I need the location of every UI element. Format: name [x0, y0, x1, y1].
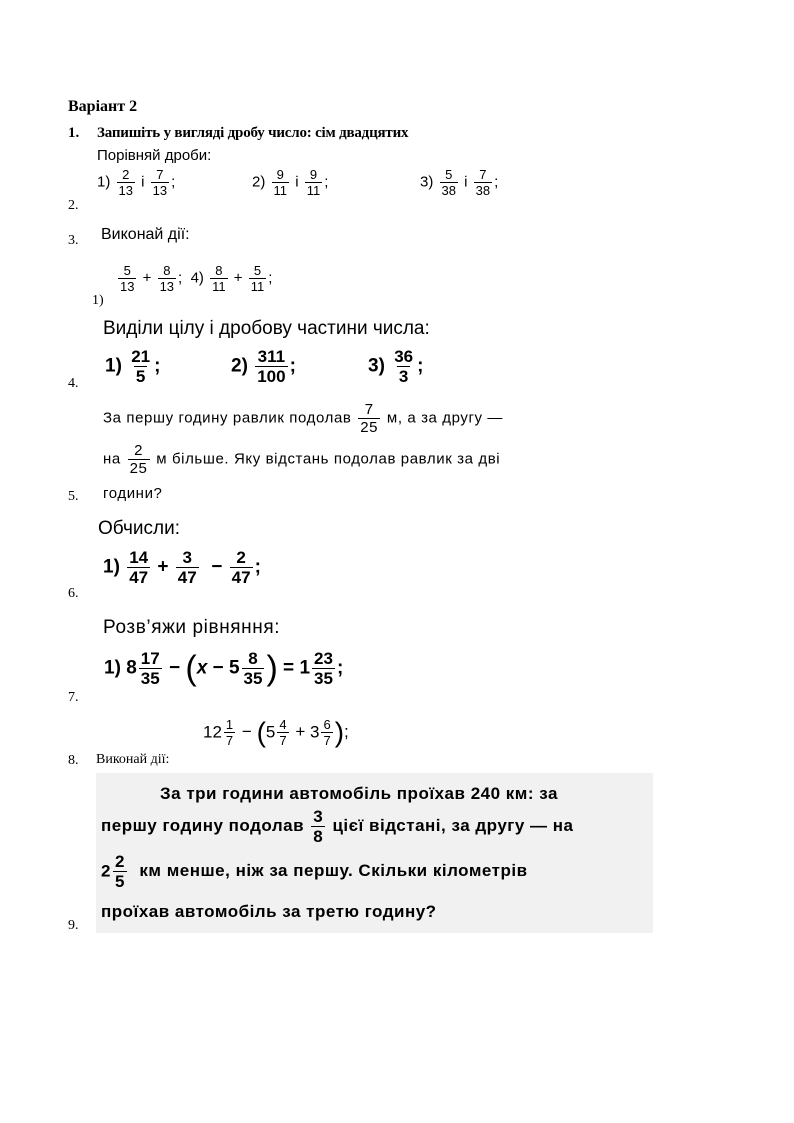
text: м, а за другу — [386, 409, 504, 427]
q1-number: 1. [68, 125, 80, 141]
item-label: 1) [105, 355, 122, 377]
q5-line-3: години? [103, 485, 163, 502]
operator: − [212, 657, 224, 679]
operator: + [142, 269, 152, 287]
fraction: $\frac{8}{35}$ [243, 649, 263, 688]
q7-number: 7. [68, 690, 79, 705]
fraction: $\frac{8}{13}$ [159, 263, 175, 294]
fraction: $\frac{7}{13}$ [152, 167, 168, 198]
fraction: $\frac{5}{13}$ [120, 263, 135, 294]
item-label: 4) [190, 269, 204, 287]
operator: + [233, 269, 243, 287]
separator: і [464, 173, 468, 191]
q2-number: 2. [68, 198, 79, 213]
fraction: $\frac{2}{13}$ [118, 167, 133, 198]
q2-item-2: 2) $\frac{9}{11}$ і $\frac{9}{11}$ ; [252, 167, 329, 198]
item-label: 2) [231, 355, 248, 377]
q4-item-3: 3) $\frac{36}{3}$ ; [368, 347, 424, 386]
q3-number: 3. [68, 233, 79, 248]
q5-number: 5. [68, 489, 79, 504]
separator: і [295, 173, 299, 191]
left-paren: ( [185, 649, 197, 688]
fraction: $\frac{7}{38}$ [475, 167, 491, 198]
operator: + [157, 556, 169, 578]
left-paren: ( [256, 716, 266, 748]
q3-instruction: Виконай дії: [101, 226, 190, 243]
item-label: 1) [103, 556, 120, 578]
q7-equation: 1) 8 $\frac{17}{35}$ − (x − 5 $\frac{8}{35}$ ) = 1 $\frac{23}{35}$ ; [104, 649, 344, 688]
q2-item-3: 3) $\frac{5}{38}$ і $\frac{7}{38}$ ; [420, 167, 499, 198]
fraction: $\frac{5}{38}$ [441, 167, 456, 198]
text: цієї відстані, за другу — на [332, 815, 574, 835]
q4-instruction: Виділи цілу і дробову частини числа: [103, 318, 430, 339]
q7-instruction: Розв’яжи рівняння: [103, 617, 281, 638]
operator: − [211, 556, 223, 578]
q9-line-1: За три години автомобіль проїхав 240 км: за [160, 784, 558, 803]
q8-expression: 12 $\frac{1}{7}$ − (5 $\frac{4}{7}$ + 3 $\frac{6}{7}$ ); [203, 716, 349, 748]
item-label: 2) [252, 173, 266, 191]
q3-expression-1: $\frac{5}{13}$ + $\frac{8}{13}$ ; 4) $\frac{8}{11}$ + $\frac{5}{11}$ ; [120, 263, 273, 294]
operator: − [241, 721, 252, 741]
q9-line-2 [101, 808, 573, 845]
q8-number: 8. [68, 753, 79, 768]
fraction: $\frac{2}{25}$ [129, 442, 148, 477]
text: м більше. Яку відстань подолав равлик за дві [156, 450, 501, 468]
q9-number: 9. [68, 918, 79, 933]
item-label: 1) [104, 657, 121, 679]
fraction: $\frac{311}{100}$ [257, 347, 286, 386]
text: За першу годину равлик подолав [103, 409, 352, 427]
text: першу годину подолав [101, 815, 305, 835]
item-label: 3) [420, 173, 434, 191]
fraction: $\frac{2}{5}$ [114, 852, 125, 891]
q6-number: 6. [68, 586, 79, 601]
fraction: $\frac{3}{8}$ [313, 807, 324, 846]
fraction: $\frac{36}{3}$ [394, 347, 414, 386]
separator: і [141, 173, 145, 191]
fraction: $\frac{9}{11}$ [273, 167, 288, 198]
right-paren: ) [266, 649, 278, 688]
variant-title: Варіант 2 [68, 98, 138, 115]
q5-line-1 [103, 402, 503, 435]
fraction: $\frac{14}{47}$ [129, 548, 149, 587]
q9-line-3: 2 $\frac{2}{5}$ км менше, ніж за першу. Скільки кілометрів [101, 852, 528, 891]
item-label: 3) [368, 355, 385, 377]
q4-item-1: 1) $\frac{21}{5}$ ; [105, 347, 161, 386]
fraction: $\frac{4}{7}$ [279, 717, 287, 748]
fraction: $\frac{2}{47}$ [231, 548, 251, 587]
item-label: 1) [97, 173, 111, 191]
fraction: $\frac{1}{7}$ [225, 717, 234, 748]
q1-text: Запишіть у вигляді дробу число: сім двадцятих [97, 125, 409, 141]
fraction: $\frac{21}{5}$ [131, 347, 151, 386]
q9-line-4: проїхав автомобіль за третю годину? [101, 902, 437, 921]
q4-number: 4. [68, 376, 79, 391]
operator: + [295, 721, 306, 741]
fraction: $\frac{7}{25}$ [360, 401, 379, 436]
fraction: $\frac{6}{7}$ [323, 717, 331, 748]
fraction: $\frac{9}{11}$ [306, 167, 321, 198]
q4-item-2: 2) $\frac{311}{100}$ ; [231, 347, 296, 386]
operator: − [168, 657, 181, 679]
q2-instruction: Порівняй дроби: [97, 147, 212, 164]
q8-instruction: Виконай дії: [96, 752, 170, 767]
q5-line-2 [103, 443, 500, 476]
q3-label-1: 1) [92, 293, 104, 308]
fraction: $\frac{17}{35}$ [140, 649, 160, 688]
operator: = [283, 657, 295, 679]
fraction: $\frac{8}{11}$ [212, 263, 226, 294]
text: на [103, 450, 121, 468]
text: км менше, ніж за першу. Скільки кілометрів [139, 860, 528, 880]
q6-expression: 1) $\frac{14}{47}$ + $\frac{3}{47}$ − $\frac{2}{47}$ ; [103, 548, 261, 587]
fraction: $\frac{23}{35}$ [314, 649, 333, 688]
fraction: $\frac{5}{11}$ [250, 263, 265, 294]
q6-instruction: Обчисли: [98, 518, 181, 539]
fraction: $\frac{3}{47}$ [177, 548, 197, 587]
q2-item-1: 1) $\frac{2}{13}$ і $\frac{7}{13}$ ; [97, 167, 176, 198]
right-paren: ) [334, 716, 345, 748]
variable-x: x [196, 657, 208, 679]
